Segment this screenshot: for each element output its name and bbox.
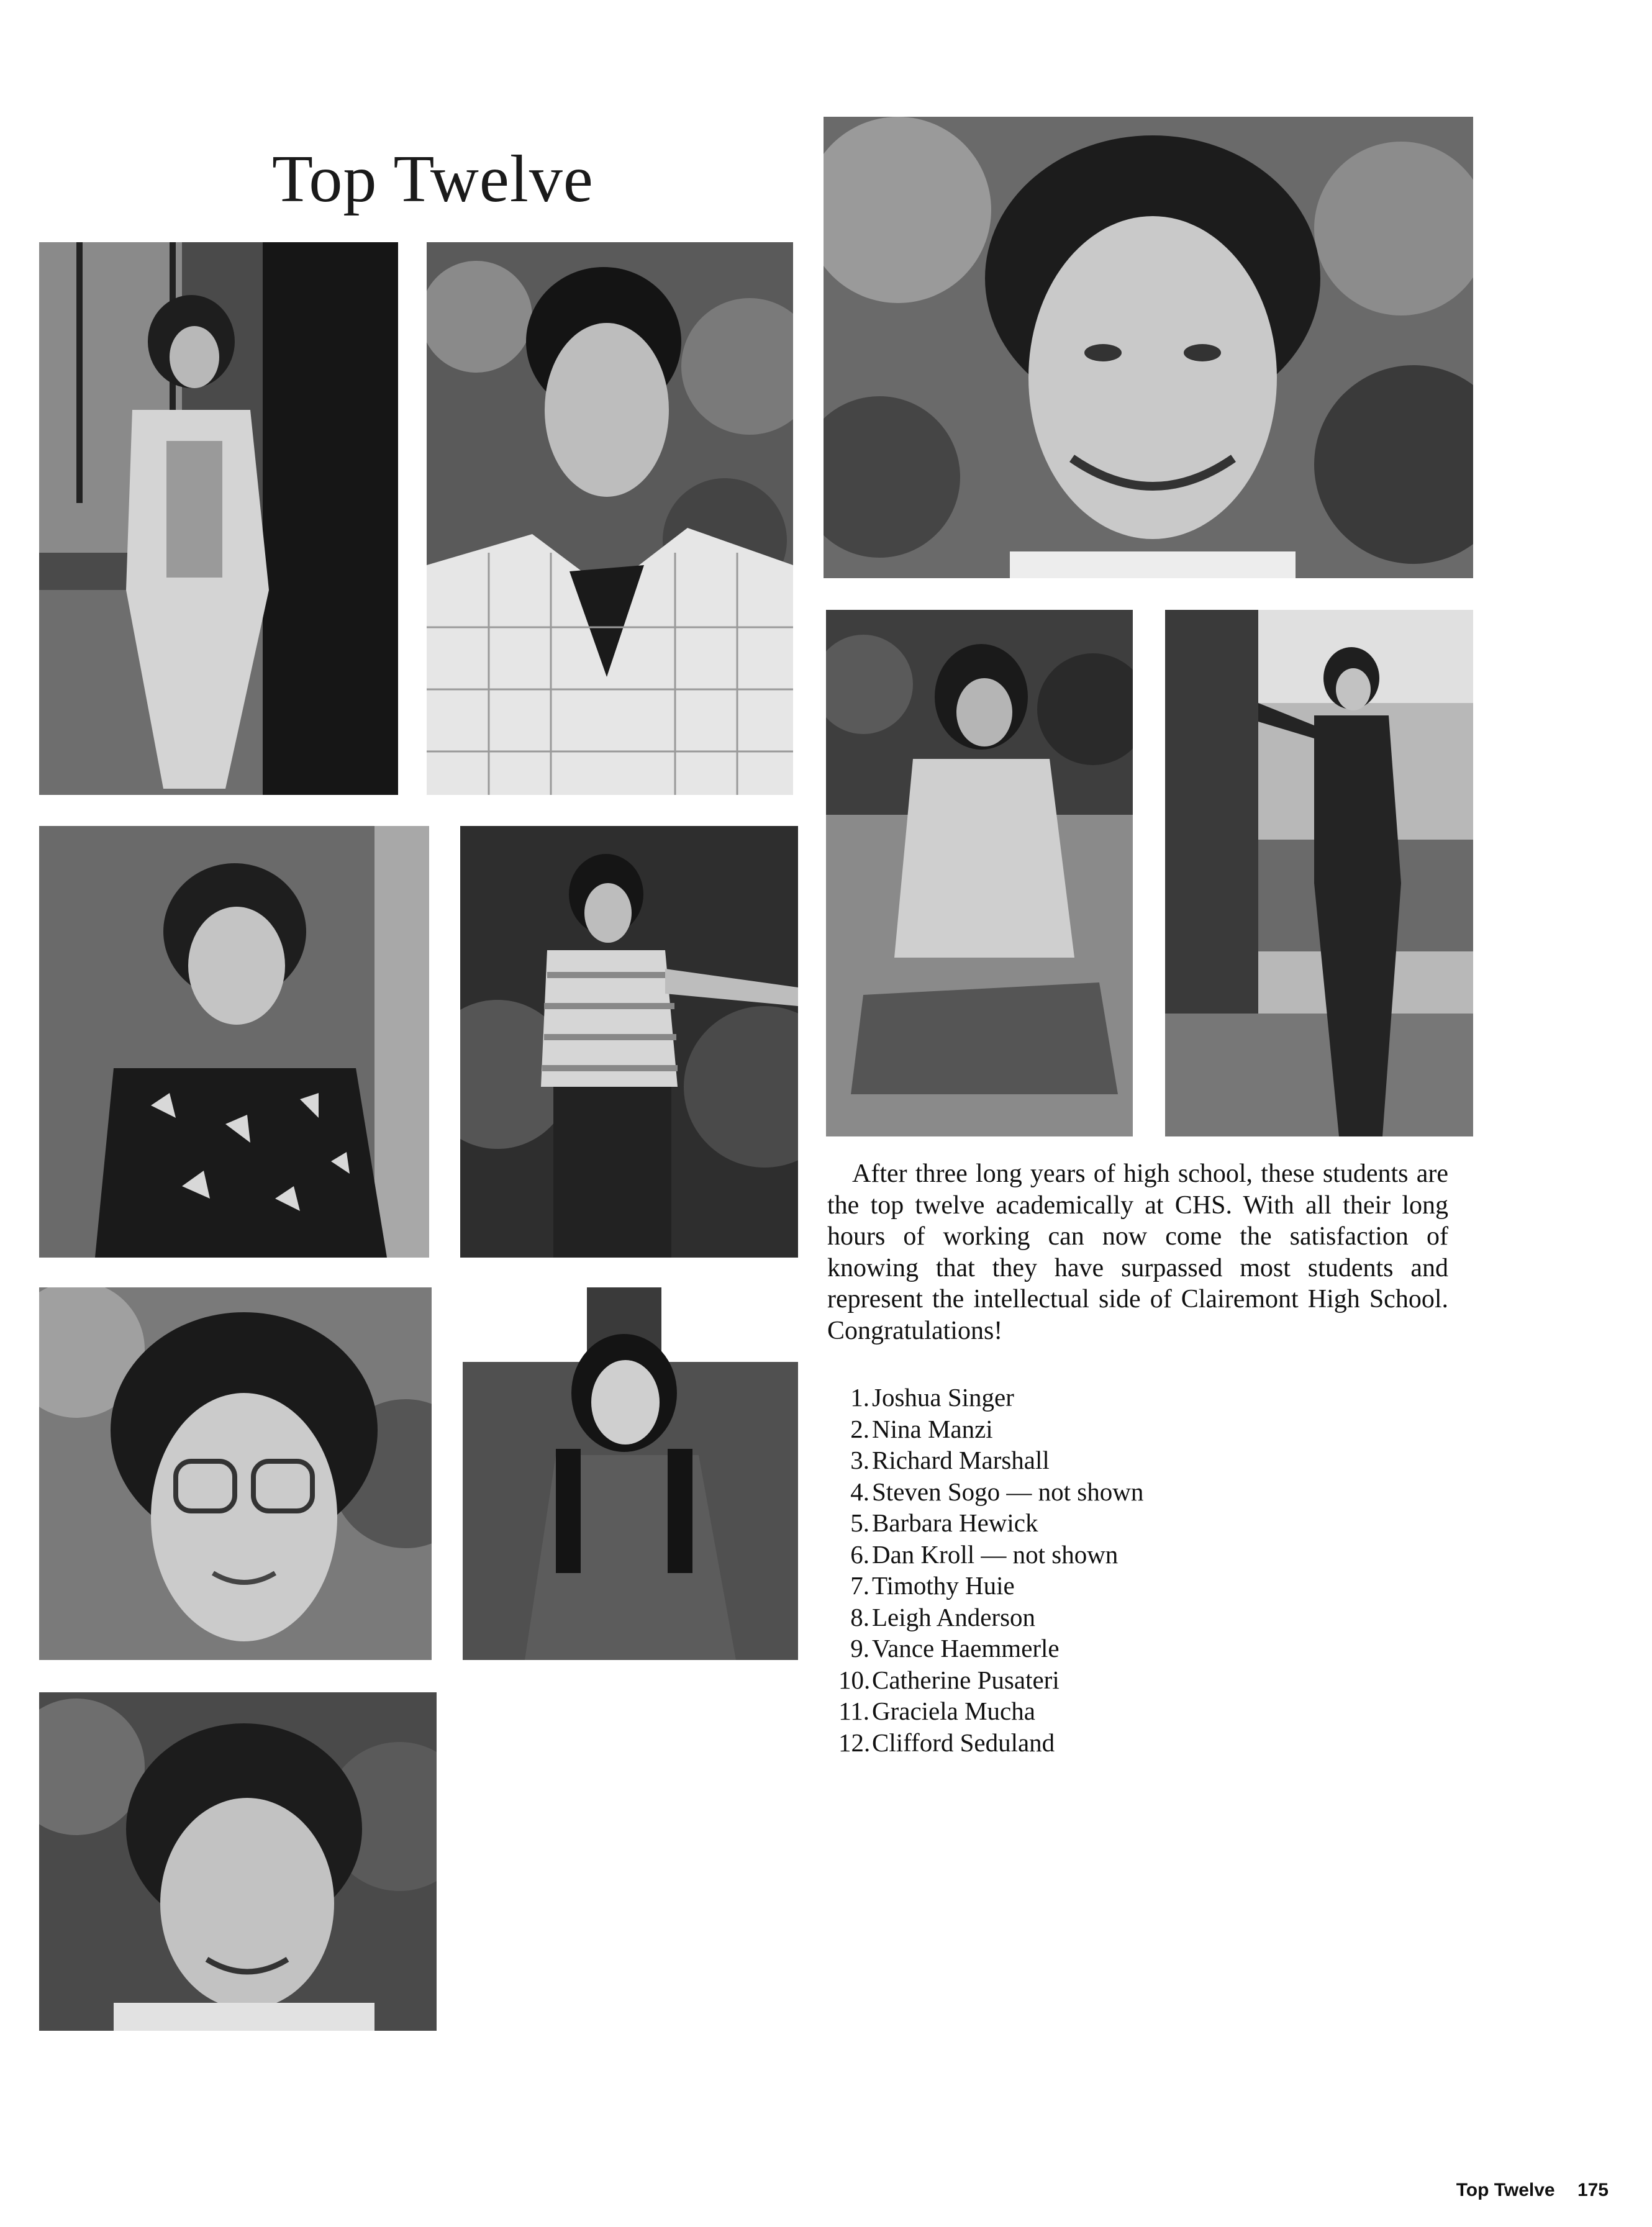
list-item: 3. Richard Marshall (850, 1446, 1050, 1474)
portrait-photo-boy-short-hair (39, 1692, 437, 2031)
student-name: Clifford Seduland (872, 1728, 1055, 1757)
student-name: Steven Sogo — not shown (872, 1477, 1144, 1506)
list-item: 12. Clifford Seduland (838, 1728, 1055, 1757)
portrait-photo-girl-long-hair (463, 1287, 798, 1660)
portrait-photo-girl-sitting (826, 610, 1133, 1136)
student-name: Catherine Pusateri (872, 1665, 1060, 1694)
list-item: 10. Catherine Pusateri (838, 1665, 1060, 1694)
portrait-photo-man-checkered-shirt (427, 242, 793, 795)
list-item: 8. Leigh Anderson (850, 1602, 1036, 1631)
portrait-photo-woman-standing (39, 242, 398, 795)
portrait-photo-girl-glasses (39, 1287, 432, 1660)
top-twelve-roster (838, 1382, 1143, 1758)
student-name: Vance Haemmerle (872, 1634, 1060, 1662)
list-item: 7. Timothy Huie (850, 1571, 1015, 1600)
list-item: 4. Steven Sogo — not shown (850, 1477, 1144, 1506)
portrait-photo-man-leaning-tree (1165, 610, 1473, 1136)
student-name: Timothy Huie (872, 1571, 1015, 1600)
student-name: Joshua Singer (872, 1383, 1014, 1412)
student-name: Leigh Anderson (872, 1602, 1036, 1631)
list-item: 5. Barbara Hewick (850, 1508, 1038, 1537)
student-name: Barbara Hewick (872, 1508, 1038, 1537)
page-footer (1456, 2180, 1609, 2201)
student-name: Nina Manzi (872, 1414, 993, 1443)
list-item: 6. Dan Kroll — not shown (850, 1540, 1119, 1569)
student-name: Graciela Mucha (872, 1697, 1035, 1725)
portrait-photo-curly-hair-closeup (824, 117, 1473, 578)
page-title: Top Twelve (272, 142, 594, 216)
page-number: 175 (1577, 2180, 1609, 2200)
list-item: 9. Vance Haemmerle (850, 1634, 1060, 1662)
list-item: 1. Joshua Singer (850, 1383, 1014, 1412)
student-name: Dan Kroll — not shown (872, 1540, 1119, 1569)
portrait-photo-man-striped-shirt (460, 826, 798, 1258)
student-name: Richard Marshall (872, 1446, 1050, 1474)
portrait-photo-girl-floral-blouse (39, 826, 429, 1258)
list-item: 11. Graciela Mucha (838, 1697, 1035, 1725)
article-caption: After three long years of high school, these students are the top twelve academically at CHS. With all their long hours of working can now come the satisfaction of knowing that they have surpassed most students and represent the intellectual side of Clairemont High School. Congratulations! (827, 1159, 1448, 1345)
list-item: 2. Nina Manzi (850, 1414, 993, 1443)
footer-section-title: Top Twelve (1456, 2180, 1555, 2200)
